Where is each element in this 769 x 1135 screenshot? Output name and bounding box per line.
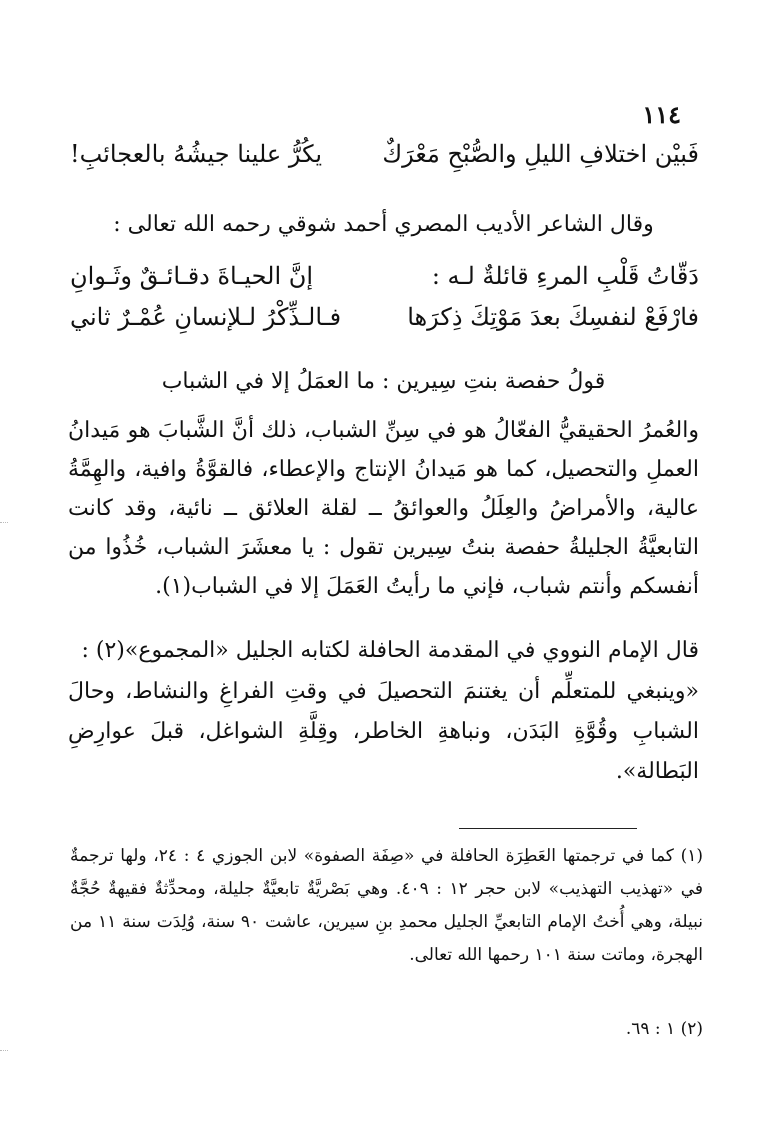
paragraph-shabab: والعُمرُ الحقيقيُّ الفعّالُ هو في سِنِّ الشباب، ذلك أنَّ الشَّبابَ هو مَيدانُ العملِ والتحصيل، كما هو مَيدانُ الإنتاج والإعطاء، فالقوَّةُ وافية، والهِمَّةُ عالية، والأمراضُ والعِلَلُ والعوائقُ ــ لقلة العلائق ــ نائية، وقد كانت التابعيَّةُ الجليلةُ حفصة بنتُ سِيرين تقول : يا معشَرَ الشباب، خُذُوا من أنفسكم وأنتم شباب، فإني ما رأيتُ العَمَلَ إلا في الشباب(١). (68, 418, 699, 599)
footnote-separator (459, 828, 637, 829)
footnote-2: (٢) ١ : ٦٩. (625, 1019, 703, 1039)
scan-margin-mark (0, 1050, 8, 1051)
shawqi-intro: وقال الشاعر الأديب المصري أحمد شوقي رحمه الله تعالى : (113, 212, 654, 237)
poem-verse-3 (70, 305, 699, 329)
nawawi-intro: قال الإمام النووي في المقدمة الحافلة لكتابه الجليل «المجموع»(٢) : (81, 638, 699, 663)
section-heading: قولُ حفصة بنتِ سِيرين : ما العمَلُ إلا في الشباب (161, 369, 606, 394)
verse-3-hemistich-2: فـالـذِّكْرُ لـلإنسانِ عُمْـرٌ ثاني (70, 303, 342, 331)
verse-3-hemistich-1: فارْفَعْ لنفسِكَ بعدَ مَوْتِكَ ذِكرَها (407, 303, 699, 331)
footnote-1: (١) كما في ترجمتها العَطِرَة الحافلة في «صِفَة الصفوة» لابن الجوزي ٤ : ٢٤، ولها ترجمةٌ في «تهذيب التهذيب» لابن حجر ١٢ : ٤٠٩. وهي بَصْريَّةٌ تابعيَّةٌ جليلة، ومحدِّثةٌ فقيهةٌ حُجَّةٌ نبيلة، وهي أُختُ الإمام التابعيِّ الجليل محمدِ بنِ سيرين، عاشت ٩٠ سنة، وُلِدَت سنة ١١ من الهجرة، وماتت سنة ١٠١ رحمها الله تعالى. (70, 846, 703, 965)
poem-verse-1 (70, 142, 699, 166)
poem-verse-2 (70, 264, 699, 288)
verse-1-hemistich-2: يكُرُّ علينا جيشُهُ بالعجائبِ! (70, 140, 323, 168)
scan-margin-mark (0, 522, 8, 523)
verse-2-hemistich-2: إنَّ الحيـاةَ دقـائـقٌ وثَـوانِ (70, 262, 314, 290)
verse-1-hemistich-1: فَبيْن اختلافِ الليلِ والصُّبْحِ مَعْرَكٌ (382, 140, 699, 168)
nawawi-quote: «وينبغي للمتعلِّم أن يغتنمَ التحصيلَ في وقتِ الفراغِ والنشاط، وحالَ الشبابِ وقُوَّةِ البَدَن، ونباهةِ الخاطر، وقِلَّةِ الشواغل، قبلَ عوارِضِ البَطالة». (68, 679, 699, 784)
page-number: ١١٤ (642, 100, 681, 129)
verse-2-hemistich-1: دَقّاتُ قَلْبِ المرءِ قائلةٌ لـه : (431, 262, 699, 290)
